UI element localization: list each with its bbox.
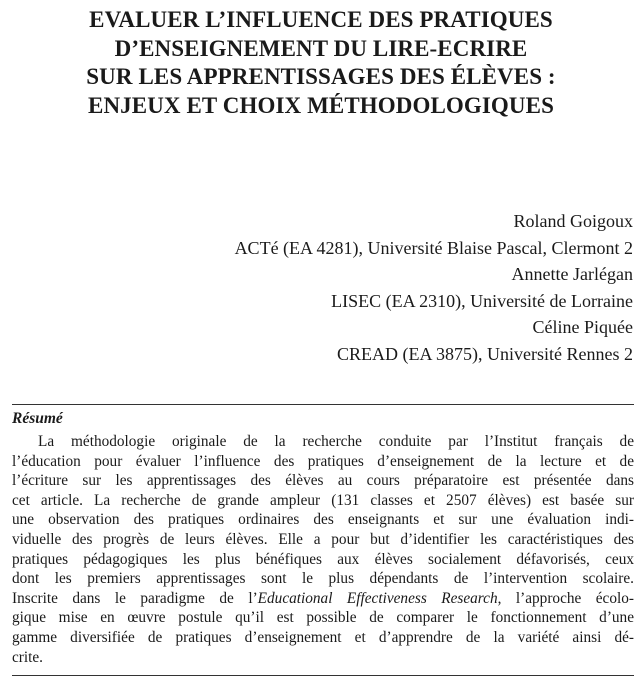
abstract-italic-term: Educational Effectiveness Research [257,589,498,607]
title-line: ENJEUX ET CHOIX MÉTHODOLOGIQUES [88,92,554,118]
abstract-line [12,589,634,609]
title-line: EVALUER L’INFLUENCE DES PRATIQUES [89,7,553,32]
abstract-heading: Résumé [12,410,63,427]
author-name: Annette Jarlégan [511,264,633,284]
author-affiliation: LISEC (EA 2310), Université de Lorraine [331,290,633,311]
abstract-line: pratiques pédagogiques les plus bénéfiques aux élèves socialement défavorisés, ceux [12,550,634,568]
article-title [0,6,642,120]
abstract-body [12,432,634,667]
abstract-line: cet article. La recherche de grande ampleur (131 classes et 2507 élèves) est basée sur [12,491,634,509]
author-list [235,208,633,367]
title-line: D’ENSEIGNEMENT DU LIRE-ECRIRE [114,35,528,61]
title-line: SUR LES APPRENTISSAGES DES ÉLÈVES : [86,64,556,89]
abstract-text-segment: Inscrite dans le paradigme de l’ [12,589,258,607]
abstract-line: La méthodologie originale de la recherche conduite par l’Institut français de [38,433,634,450]
abstract-top-rule [12,404,634,405]
abstract-line: gamme diversifiée de pratiques d’enseignement et d’apprendre de la variété ainsi dé- [12,628,634,646]
abstract-text-segment: , l’approche écolo- [497,589,634,607]
abstract-line: gique mise en œuvre postule qu’il est possible de comparer le fonctionnement d’une [12,609,634,627]
author-name: Roland Goigoux [513,211,633,231]
author-affiliation: CREAD (EA 3875), Université Rennes 2 [337,343,633,364]
author-affiliation: ACTé (EA 4281), Université Blaise Pascal, Clermont 2 [234,237,633,258]
abstract-line: dont les premiers apprentissages sont le plus dépendants de l’intervention scolaire. [12,570,634,588]
abstract-line: une observation des pratiques ordinaires des enseignants et sur une évaluation indi- [12,511,634,529]
author-name: Céline Piquée [532,317,633,337]
abstract-line: l’éducation pour évaluer l’influence des pratiques d’enseignement de la lecture et de [12,452,634,470]
abstract-line: crite. [12,648,43,666]
abstract-bottom-rule [12,675,634,676]
abstract-line: l’écriture sur les apprentissages des élèves au cours préparatoire est présentée dans [12,472,634,490]
abstract-line: viduelle des progrès de leurs élèves. Elle a pour but d’identifier les caractéristiques des [12,530,634,548]
